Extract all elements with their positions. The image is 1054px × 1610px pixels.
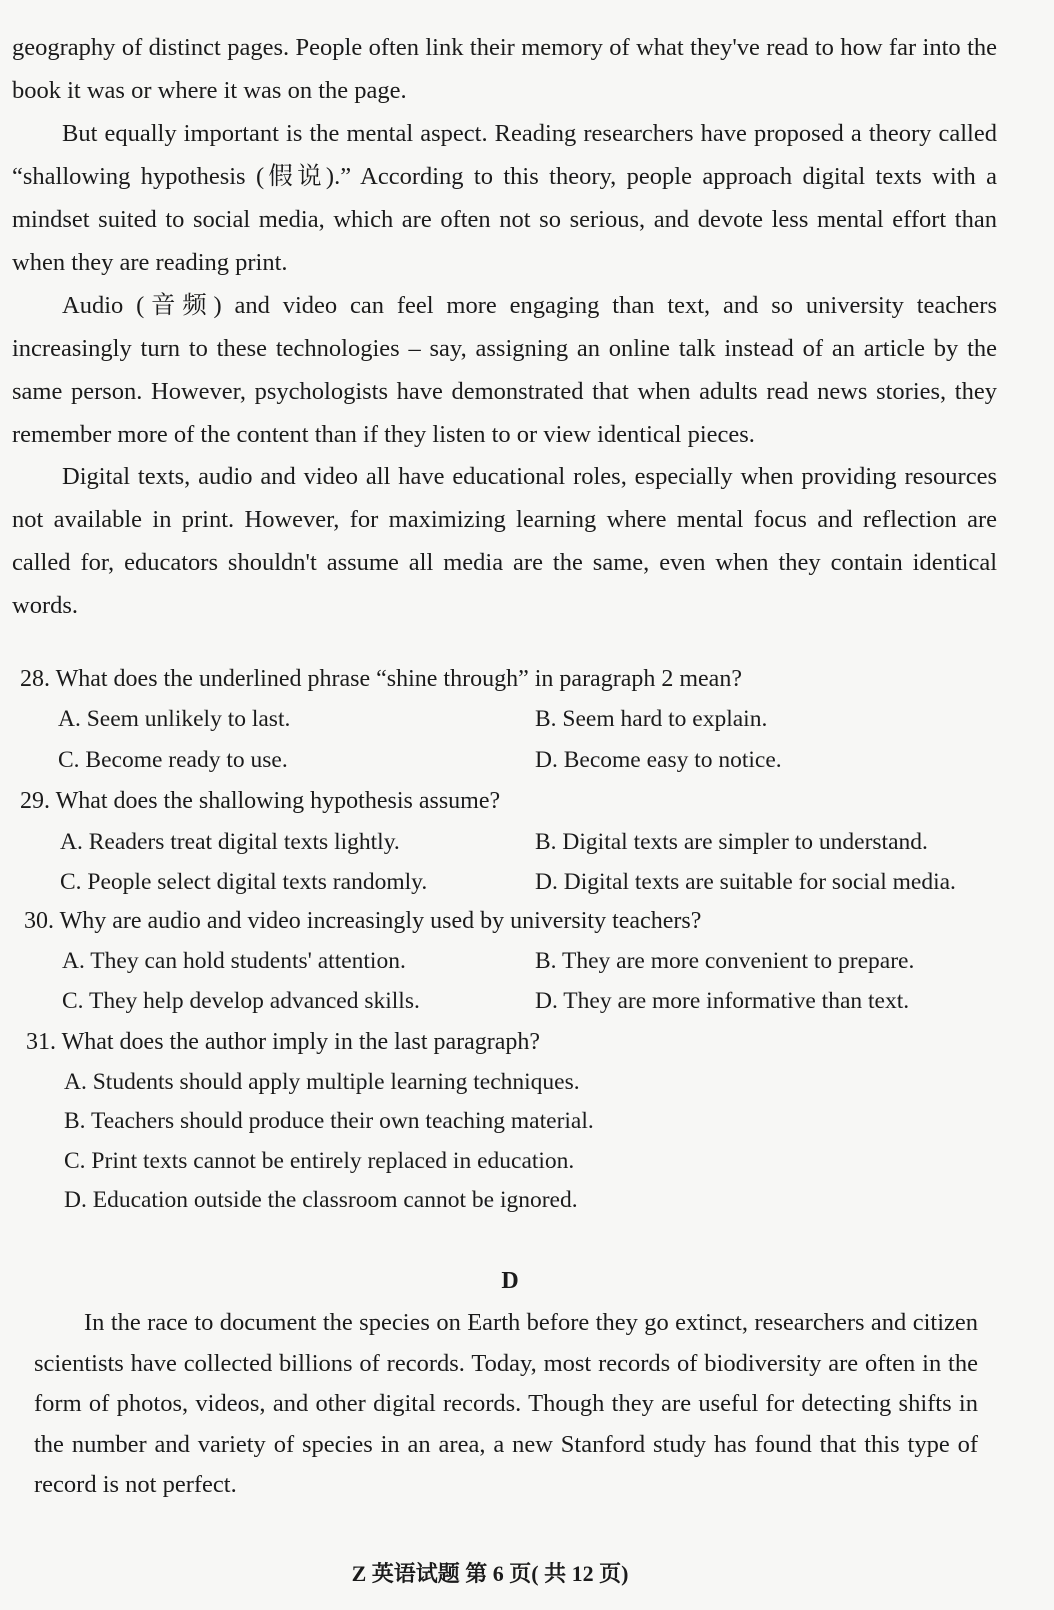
question-30-option-b: B. They are more convenient to prepare. bbox=[535, 948, 915, 974]
question-30-option-a: A. They can hold students' attention. bbox=[62, 948, 406, 974]
question-31-option-a: A. Students should apply multiple learning techniques. bbox=[64, 1069, 580, 1095]
question-29-option-a: A. Readers treat digital texts lightly. bbox=[60, 829, 400, 855]
question-28-stem: 28. What does the underlined phrase “shine through” in paragraph 2 mean? bbox=[20, 666, 742, 692]
question-28-option-d: D. Become easy to notice. bbox=[535, 747, 782, 773]
question-31-option-c: C. Print texts cannot be entirely replaced in education. bbox=[64, 1148, 575, 1174]
question-31-option-b: B. Teachers should produce their own teaching material. bbox=[64, 1108, 594, 1134]
section-d-paragraph-1: In the race to document the species on Earth before they go extinct, researchers and citizen scientists have collected billions of records. Today, most records of biodiversity are often in the form of photos, videos, and other digital records. Though they are useful for detecting shifts in the number and variety of species in an area, a new Stanford study has found that this type of record is not perfect. bbox=[34, 1309, 978, 1498]
question-28-option-c: C. Become ready to use. bbox=[58, 747, 288, 773]
question-30-option-d: D. They are more informative than text. bbox=[535, 988, 910, 1014]
question-29-option-c: C. People select digital texts randomly. bbox=[60, 869, 428, 895]
section-d-heading: D bbox=[501, 1268, 519, 1294]
passage-paragraph-2: But equally important is the mental aspect. Reading researchers have proposed a theory called “shallowing hypothesis (假说).” According to this theory, people approach digital texts with a mindset suited to social media, which are often not so serious, and devote less mental effort than when they are reading print. bbox=[12, 120, 997, 276]
question-30-stem: 30. Why are audio and video increasingly used by university teachers? bbox=[24, 908, 702, 934]
question-30-option-c: C. They help develop advanced skills. bbox=[62, 988, 420, 1014]
passage-paragraph-3: Audio (音频) and video can feel more engaging than text, and so university teachers increasingly turn to these technologies – say, assigning an online talk instead of an article by the same person. However, psychologists have demonstrated that when adults read news stories, they remember more of the content than if they listen to or view identical pieces. bbox=[12, 292, 997, 448]
passage-paragraph-4: Digital texts, audio and video all have educational roles, especially when providing resources not available in print. However, for maximizing learning where mental focus and reflection are called for, educators shouldn't assume all media are the same, even when they contain identical words. bbox=[12, 463, 997, 619]
question-28-option-a: A. Seem unlikely to last. bbox=[58, 706, 291, 732]
question-31-stem: 31. What does the author imply in the last paragraph? bbox=[26, 1029, 541, 1055]
passage-paragraph-1: geography of distinct pages. People often link their memory of what they've read to how far into the book it was or where it was on the page. bbox=[12, 34, 997, 104]
question-29-option-b: B. Digital texts are simpler to understand. bbox=[535, 829, 928, 855]
page-footer: Z 英语试题 第 6 页( 共 12 页) bbox=[351, 1561, 629, 1586]
question-29-stem: 29. What does the shallowing hypothesis assume? bbox=[20, 788, 501, 814]
question-28-option-b: B. Seem hard to explain. bbox=[535, 706, 768, 732]
question-29-option-d: D. Digital texts are suitable for social media. bbox=[535, 869, 956, 895]
question-31-option-d: D. Education outside the classroom cannot be ignored. bbox=[64, 1187, 578, 1213]
